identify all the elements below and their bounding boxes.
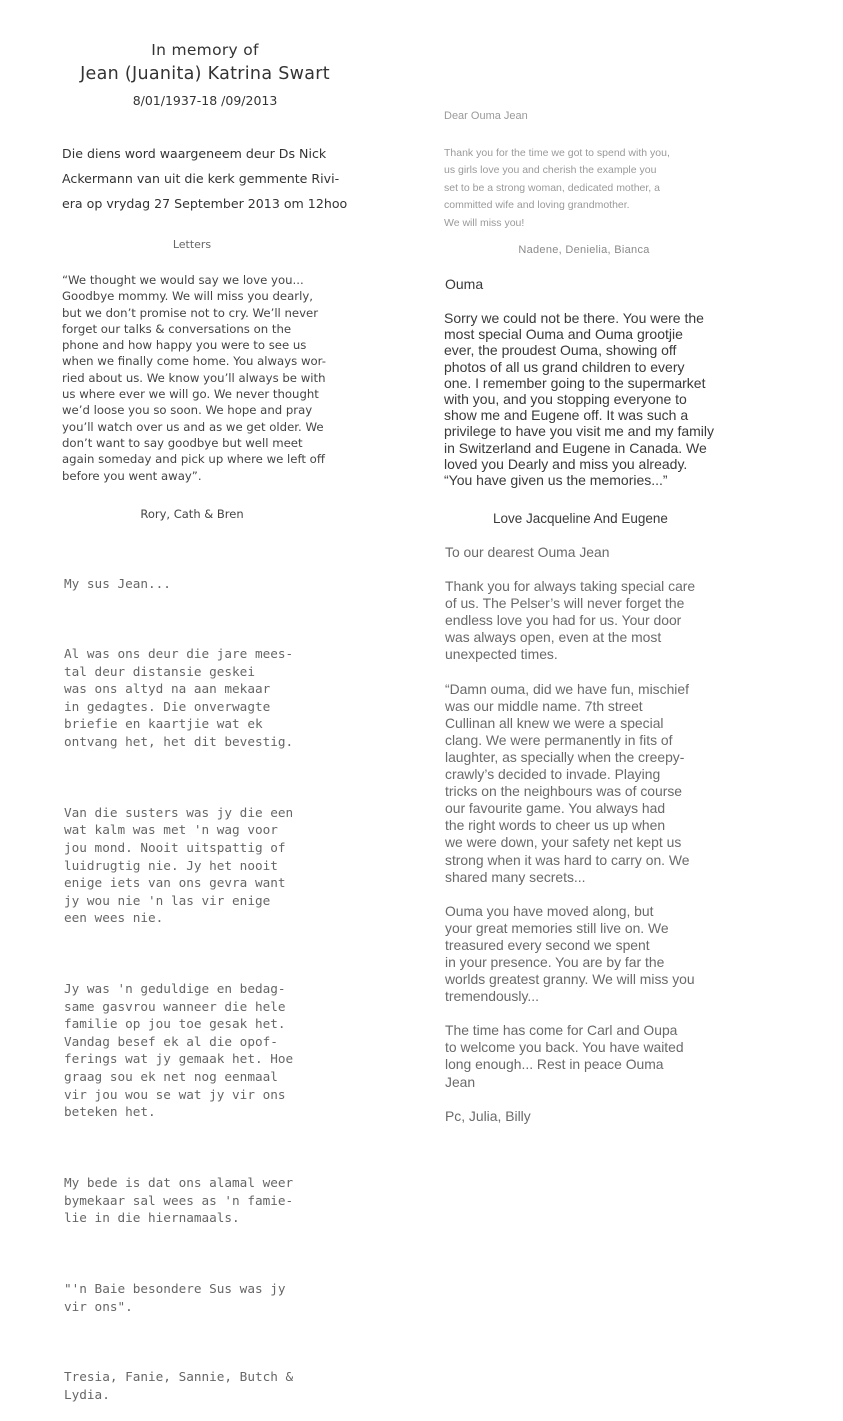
intro-line: Die diens word waargeneem deur Ds Nick [62,146,327,161]
letter-line: treasured every second we spent [445,936,650,953]
letter-line: we were down, your safety net kept us [445,834,682,851]
letter-line: shared many secrets... [445,868,586,885]
letters-heading: Letters [172,238,212,251]
letter-line: set to be a strong woman, dedicated mother, a [444,181,660,194]
letter-paragraph: My bede is dat ons alamal weer bymekaar sal wees as 'n famie- lie in die hiernamaals. [64,1175,294,1226]
letter-paragraph: "'n Baie besondere Sus was jy vir ons". [64,1280,286,1314]
letter-line: We will miss you! [444,216,525,229]
letter-line: your great memories still live on. We [445,919,669,936]
intro-line: era op vrydag 27 September 2013 om 12hoo [62,196,348,211]
memorial-header [40,41,370,108]
deceased-name: Jean (Juanita) Katrina Swart [80,64,330,84]
letter-line: privilege to have you visit me and my family [444,423,714,440]
letter-jacqueline-greeting: Ouma [445,276,484,292]
letter-line: committed wife and loving grandmother. [444,199,630,211]
letter-line: don’t want to say goodbye but well meet [62,435,303,450]
letter-signature: Pc, Julia, Billy [445,1107,531,1124]
letter-line: most special Ouma and Ouma grootjie [444,326,683,343]
letter-line: before you went away”. [62,468,202,483]
letter-line: ever, the proudest Ouma, showing off [444,342,677,359]
letter-line: again someday and pick up where we left off [62,452,325,467]
letter-signature: Tresia, Fanie, Sannie, Butch & Lydia. [64,1369,294,1402]
letter-jacqueline-signature: Love Jacqueline And Eugene [493,511,668,526]
letter-line: strong when it was hard to carry on. We [445,851,690,868]
letter-line: Goodbye mommy. We will miss you dearly, [62,289,313,304]
letter-paragraph: Van die susters was jy die een wat kalm was met 'n wag voor jou mond. Nooit uitspattig of luidrugtig nie. Jy het nooit enige iets van ons gevra want jy wou nie 'n las vir enige een wees nie. [64,804,294,926]
letter-line: in your presence. You are by far the [445,953,665,970]
letter-line: “You have given us the memories...” [444,472,668,489]
letter-line: to welcome you back. You have waited [445,1039,684,1056]
letter-line: when we finally come home. You always wor- [62,354,326,369]
letter-line: in Switzerland and Eugene in Canada. We [444,439,707,456]
letter-paragraph: Al was ons deur die jare mees- tal deur distansie geskei was ons altyd na aan mekaar in gedagtes. Die onverwagte briefie en kaartjie wat ek ontvang het, het dit bevestig. [64,645,294,749]
letter-line: show me and Eugene off. It was such a [444,407,689,424]
letter-line: Jean [445,1073,476,1090]
letter-line: Ouma you have moved along, but [445,902,654,919]
letter-line: of us. The Pelser’s will never forget the [445,595,685,612]
letter-line: Sorry we could not be there. You were the [444,310,704,326]
letter-line: one. I remember going to the supermarket [444,374,706,391]
letter-line: but we don’t promise not to cry. We’ll never [62,305,319,320]
letter-line: us where ever we will go. We never thought [62,387,319,402]
letter-line: our favourite game. You always had [445,800,666,817]
life-dates: 8/01/1937-18 /09/2013 [132,93,278,108]
letter-line: you’ll watch over us and as we get older. We [62,419,324,434]
letter-line: was always open, even at the most [445,629,662,646]
letter-jacqueline [444,310,744,488]
intro-line: Ackermann van uit die kerk gemmente Rivi- [62,171,340,186]
letter-paragraph: Jy was 'n geduldige en bedag- same gasvrou wanneer die hele familie op jou toe gesak het. Vandag besef ek al die opof- ferings wat jy gemaak het. Hoe graag sou ek net nog eenmaal vir jou wou se wat jy vir ons beteken het. [64,981,294,1120]
letter-line: tremendously... [445,988,539,1005]
letter-greeting: To our dearest Ouma Jean [445,544,610,560]
letter-line: “Damn ouma, did we have fun, mischief [445,680,689,697]
letter-line: with you, and you stopping everyone to [444,391,687,408]
letter-line: “We thought we would say we love you... [62,273,304,287]
letter-line: laughter, as specially when the creepy- [445,748,685,765]
letter-nadene-signature: Nadene, Denielia, Bianca [518,244,650,256]
letter-line: The time has come for Carl and Oupa [445,1022,678,1039]
letter-nadene [444,108,744,232]
letter-line: endless love you had for us. Your door [445,612,682,629]
letter-pc [445,544,755,1125]
service-info [62,141,362,216]
letter-line: phone and how happy you were to see us [62,338,307,353]
letter-line: forget our talks & conversations on the [62,321,292,336]
letter-greeting: My sus Jean... [64,576,171,592]
letter-rory [62,272,362,484]
letter-line: was our middle name. 7th street [445,697,643,714]
letter-line: us girls love you and cherish the example you [444,164,657,176]
letter-line: we’d loose you so soon. We hope and pray [62,403,313,418]
letter-sus [64,540,364,1421]
letter-line: Thank you for always taking special care [445,578,696,595]
letter-line: crawly’s decided to invade. Playing [445,766,661,783]
letter-greeting: Dear Ouma Jean [444,110,528,122]
letter-line: worlds greatest granny. We will miss you [445,971,695,988]
letter-line: unexpected times. [445,646,558,663]
letter-rory-signature: Rory, Cath & Bren [140,507,244,521]
letter-line: clang. We were permanently in fits of [445,731,673,748]
letter-line: tricks on the neighbours was of course [445,783,683,800]
letter-line: ried about us. We know you’ll always be with [62,370,326,385]
letter-line: loved you Dearly and miss you already. [444,455,688,472]
letter-line: the right words to cheer us up when [445,817,666,834]
letter-line: Cullinan all knew we were a special [445,714,664,731]
letter-line: photos of all us grand children to every [444,358,685,375]
letter-line: long enough... Rest in peace Ouma [445,1056,664,1073]
letter-line: Thank you for the time we got to spend with you, [444,146,670,159]
in-memory-title: In memory of [151,41,259,59]
